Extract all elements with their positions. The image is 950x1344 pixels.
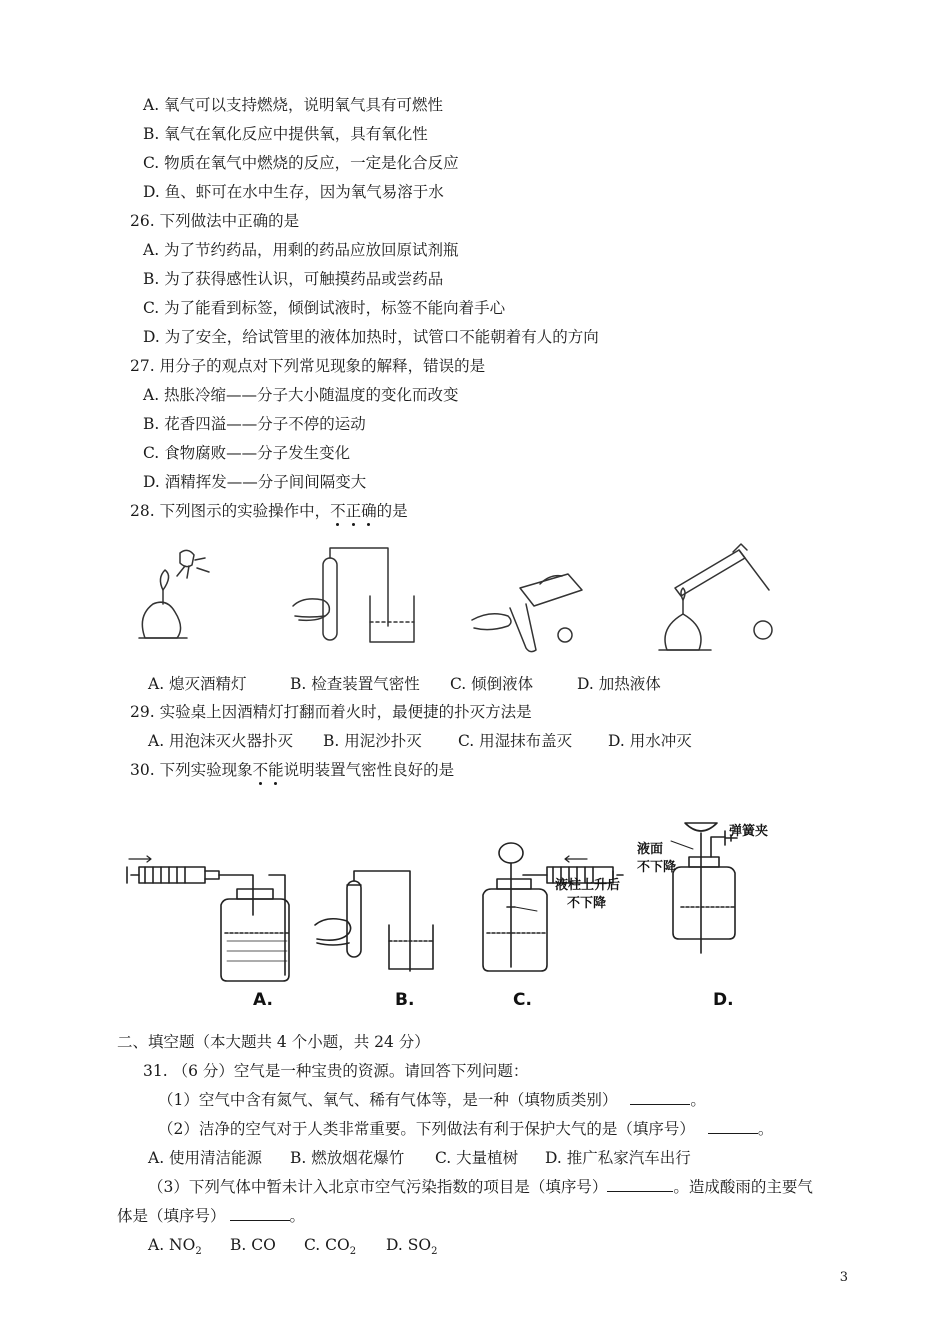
q30-label-c: C. [513,990,532,1010]
q31-part1-answer-blank[interactable] [630,1090,690,1105]
q31-part3-line1 [148,1177,813,1197]
q30-d-spring-clip-label: 弹簧夹 [729,824,769,839]
q27-stem: 27. 用分子的观点对下列常见现象的解释，错误的是 [130,357,486,375]
q28-emphasis-char: 确 [361,502,377,520]
q29-stem: 29. 实验桌上因酒精灯打翻而着火时，最便捷的扑灭方法是 [130,703,532,721]
q29-option-a: A. 用泡沫灭火器扑灭 [148,732,294,750]
q25-option-b: B. 氧气在氧化反应中提供氧，具有氧化性 [143,125,428,143]
q27-option-c: C. 食物腐败——分子发生变化 [143,444,351,462]
q30-emphasis-char: 能 [268,761,284,779]
q31-part2 [158,1119,773,1139]
q31-part3-answer-blank-2[interactable] [230,1206,290,1221]
q25-option-d: D. 鱼、虾可在水中生存，因为氧气易溶于水 [143,183,444,201]
q30-stem [130,760,454,780]
q26-option-a: A. 为了节约药品，用剩的药品应放回原试剂瓶 [143,241,459,259]
q28-option-a: A. 熄灭酒精灯 [148,675,247,693]
q28-option-c: C. 倾倒液体 [450,675,534,693]
q31-part2-options [148,1148,691,1168]
q31-part3-text-cont: 。造成酸雨的主要气 [673,1178,813,1196]
q30-stem-pre: 30. 下列实验现象 [130,761,253,779]
q31-part2-end: 。 [757,1120,774,1138]
q30-c-annotation-line1: 液柱上升后 [555,878,621,893]
q30-fig-b-tube-beaker [315,871,433,971]
q31-part1 [158,1090,706,1110]
q30-fig-d-spring-clip-bottle [671,823,737,953]
q28-fig-a-alcohol-lamp [139,550,209,638]
q31-part2-answer-blank[interactable] [708,1119,758,1134]
q28-emphasis-char: 正 [345,502,362,520]
q31-part2-option-b: B. 燃放烟花爆竹 [290,1149,405,1167]
q28-fig-b-airtight-check [293,548,414,642]
q31-part3-end: 。 [289,1207,306,1225]
q31-stem: 31. （6 分）空气是一种宝贵的资源。请回答下列问题： [143,1062,529,1080]
q31-part3-options [148,1235,437,1262]
q30-fig-a-syringe-bottle [127,856,289,981]
q28-stem [130,501,408,521]
q26-stem: 26. 下列做法中正确的是 [130,212,300,230]
q25-option-c: C. 物质在氧气中燃烧的反应，一定是化合反应 [143,154,459,172]
q31-part2-option-c: C. 大量植树 [435,1149,519,1167]
q28-fig-c-pouring [472,574,582,652]
q31-part3-option-c: C. $CO_2$ [304,1236,357,1258]
q31-part2-option-a: A. 使用清洁能源 [148,1149,263,1167]
q30-label-d: D. [713,990,734,1010]
q29-options [148,731,692,751]
q28-emphasis-char: 不 [330,502,346,520]
q30-label-b: B. [395,990,415,1010]
q28-stem-pre: 28. 下列图示的实验操作中， [130,502,331,520]
q30-d-annotation-line2: 不下降 [637,860,677,875]
q26-option-c: C. 为了能看到标签，倾倒试液时，标签不能向着手心 [143,299,506,317]
q26-option-d: D. 为了安全，给试管里的液体加热时，试管口不能朝着有人的方向 [143,328,599,346]
q30-emphasis-char: 不 [252,761,269,779]
q31-part2-text: （2）洁净的空气对于人类非常重要。下列做法有利于保护大气的是（填序号） [158,1120,695,1138]
q31-part3-option-b: B. CO [230,1236,276,1254]
q28-fig-d-heating [659,544,772,650]
q31-part2-option-d: D. 推广私家汽车出行 [545,1149,691,1167]
q31-part1-end: 。 [690,1091,706,1109]
q30-stem-post: 说明装置气密性良好的是 [283,761,455,779]
q28-options [148,674,661,694]
q29-option-d: D. 用水冲灭 [608,732,692,750]
q30-c-annotation-line2: 不下降 [567,896,607,911]
q31-part3-option-a: A. $NO_2$ [148,1236,202,1258]
q28-figure [125,538,785,668]
q28-stem-post: 的是 [376,502,408,520]
q31-part3-line2 [117,1206,305,1226]
section-2-title: 二、填空题（本大题共 4 个小题，共 24 分） [117,1033,430,1051]
q29-option-c: C. 用湿抹布盖灭 [458,732,573,750]
q30-figure [115,795,795,1020]
page-number: 3 [839,1270,848,1285]
q31-part3-option-d: D. $SO_2$ [386,1236,438,1258]
q30-label-a: A. [253,990,273,1010]
q26-option-b: B. 为了获得感性认识，可触摸药品或尝药品 [143,270,444,288]
q28-option-b: B. 检查装置气密性 [290,675,420,693]
q27-option-a: A. 热胀冷缩——分子大小随温度的变化而改变 [143,386,459,404]
q31-part3-answer-blank-1[interactable] [607,1177,673,1192]
q30-d-annotation-line1: 液面 [637,842,664,857]
q31-part1-text: （1）空气中含有氮气、氧气、稀有气体等，是一种（填物质类别） [158,1091,618,1109]
q31-part3-text: （3）下列气体中暂未计入北京市空气污染指数的项目是（填序号） [148,1178,608,1196]
q27-option-b: B. 花香四溢——分子不停的运动 [143,415,366,433]
q29-option-b: B. 用泥沙扑灭 [323,732,422,750]
q25-option-a: A. 氧气可以支持燃烧，说明氧气具有可燃性 [143,96,444,114]
q31-part3-text-2: 体是（填序号） [117,1207,226,1225]
q27-option-d: D. 酒精挥发——分子间间隔变大 [143,473,367,491]
q28-option-d: D. 加热液体 [577,675,661,693]
